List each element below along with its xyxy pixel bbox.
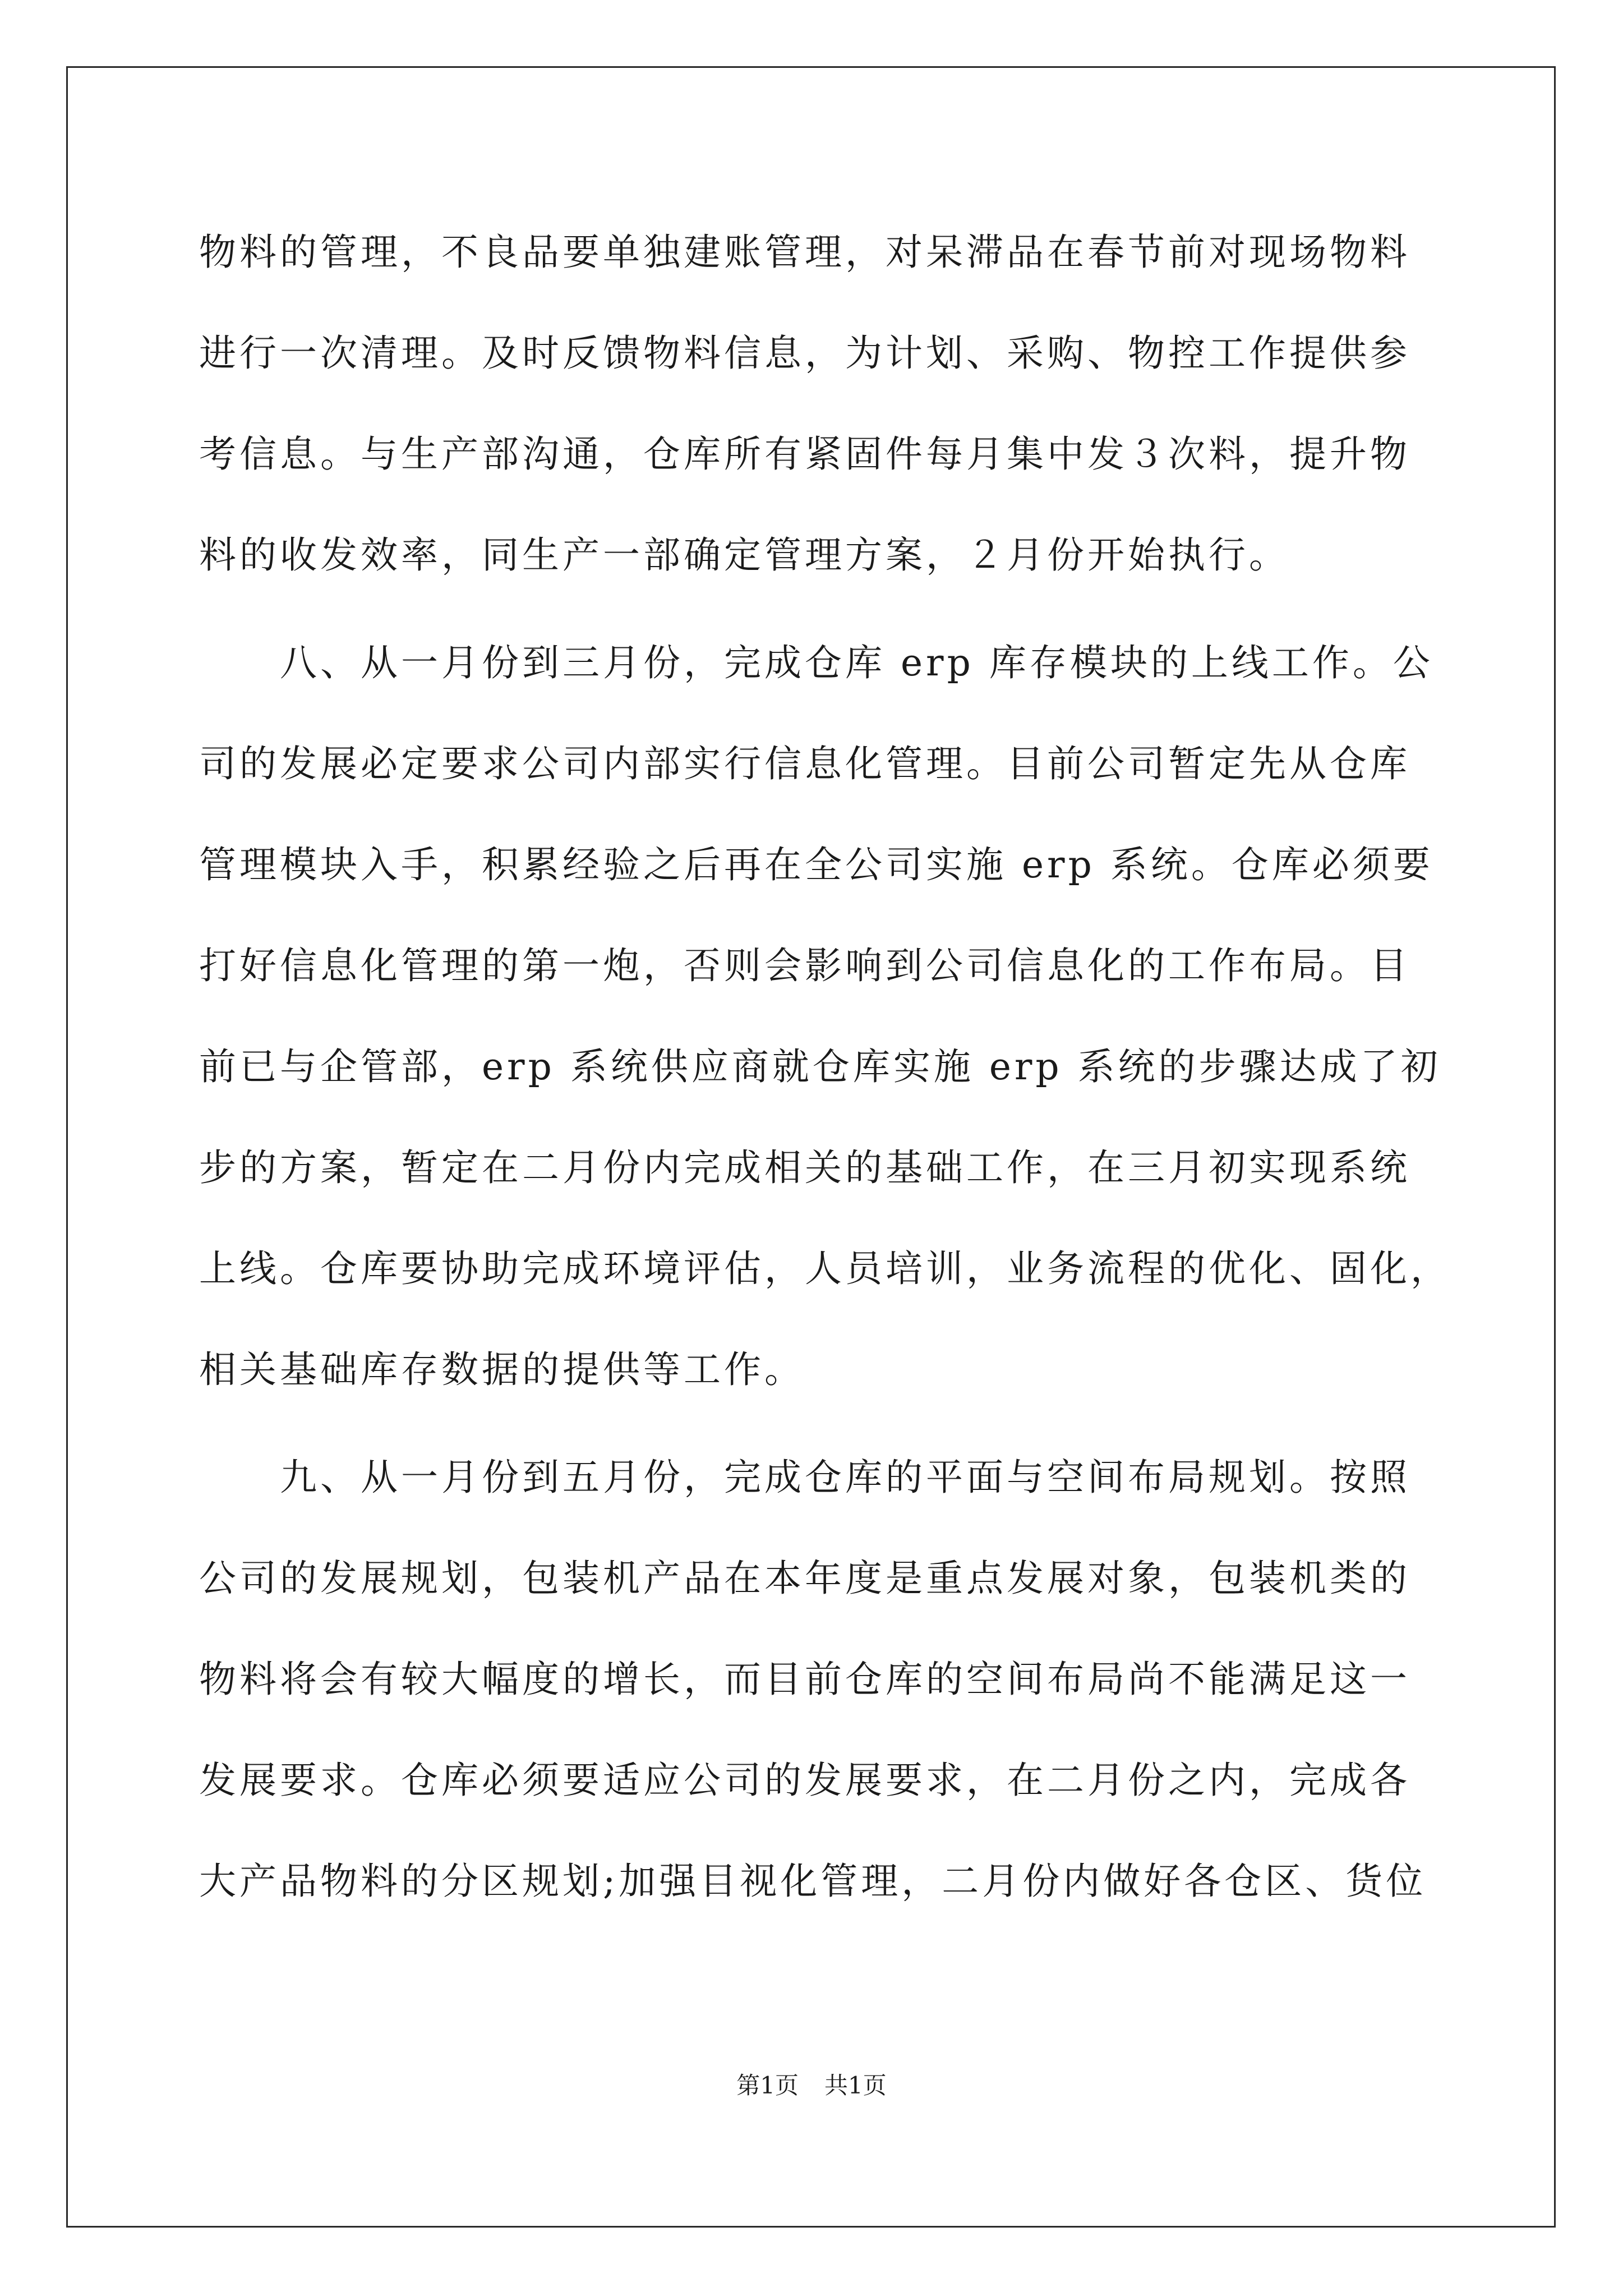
text-line: 八、从一月份到三月份，完成仓库 erp 库存模块的上线工作。公 <box>199 641 1433 684</box>
text-line: 管理模块入手，积累经验之后再在全公司实施 erp 系统。仓库必须要 <box>199 843 1433 886</box>
text-line: 大产品物料的分区规划;加强目视化管理，二月份内做好各仓区、货位 <box>199 1860 1427 1903</box>
text-line: 进行一次清理。及时反馈物料信息，为计划、采购、物控工作提供参 <box>199 332 1410 375</box>
text-line: 上线。仓库要协助完成环境评估，人员培训，业务流程的优化、固化， <box>199 1247 1451 1290</box>
page-footer <box>0 2069 1623 2102</box>
text-line: 九、从一月份到五月份，完成仓库的平面与空间布局规划。按照 <box>199 1456 1410 1499</box>
document-body <box>199 219 1451 1955</box>
text-line: 料的收发效率，同生产一部确定管理方案，２月份开始执行。 <box>199 533 1289 577</box>
text-line: 相关基础库存数据的提供等工作。 <box>199 1348 805 1391</box>
text-line: 物料的管理，不良品要单独建账管理，对呆滞品在春节前对现场物料 <box>199 231 1410 274</box>
text-line: 公司的发展规划，包装机产品在本年度是重点发展对象，包装机类的 <box>199 1557 1410 1600</box>
text-line: 打好信息化管理的第一炮，否则会影响到公司信息化的工作布局。目 <box>199 944 1410 987</box>
text-line: 物料将会有较大幅度的增长，而目前仓库的空间布局尚不能满足这一 <box>199 1658 1410 1701</box>
paragraph-3 <box>199 1444 1427 1949</box>
paragraph-2 <box>199 629 1451 1437</box>
text-line: 步的方案，暂定在二月份内完成相关的基础工作，在三月初实现系统 <box>199 1146 1410 1189</box>
text-line: 前已与企管部，erp 系统供应商就仓库实施 erp 系统的步骤达成了初 <box>199 1045 1441 1088</box>
text-line: 考信息。与生产部沟通，仓库所有紧固件每月集中发３次料，提升物 <box>199 432 1410 476</box>
page-total: 共1页 <box>824 2072 887 2099</box>
text-line: 司的发展必定要求公司内部实行信息化管理。目前公司暂定先从仓库 <box>199 742 1410 785</box>
paragraph-1 <box>199 219 1424 623</box>
text-line: 发展要求。仓库必须要适应公司的发展要求，在二月份之内，完成各 <box>199 1759 1410 1802</box>
page-number: 第1页 <box>736 2072 799 2099</box>
